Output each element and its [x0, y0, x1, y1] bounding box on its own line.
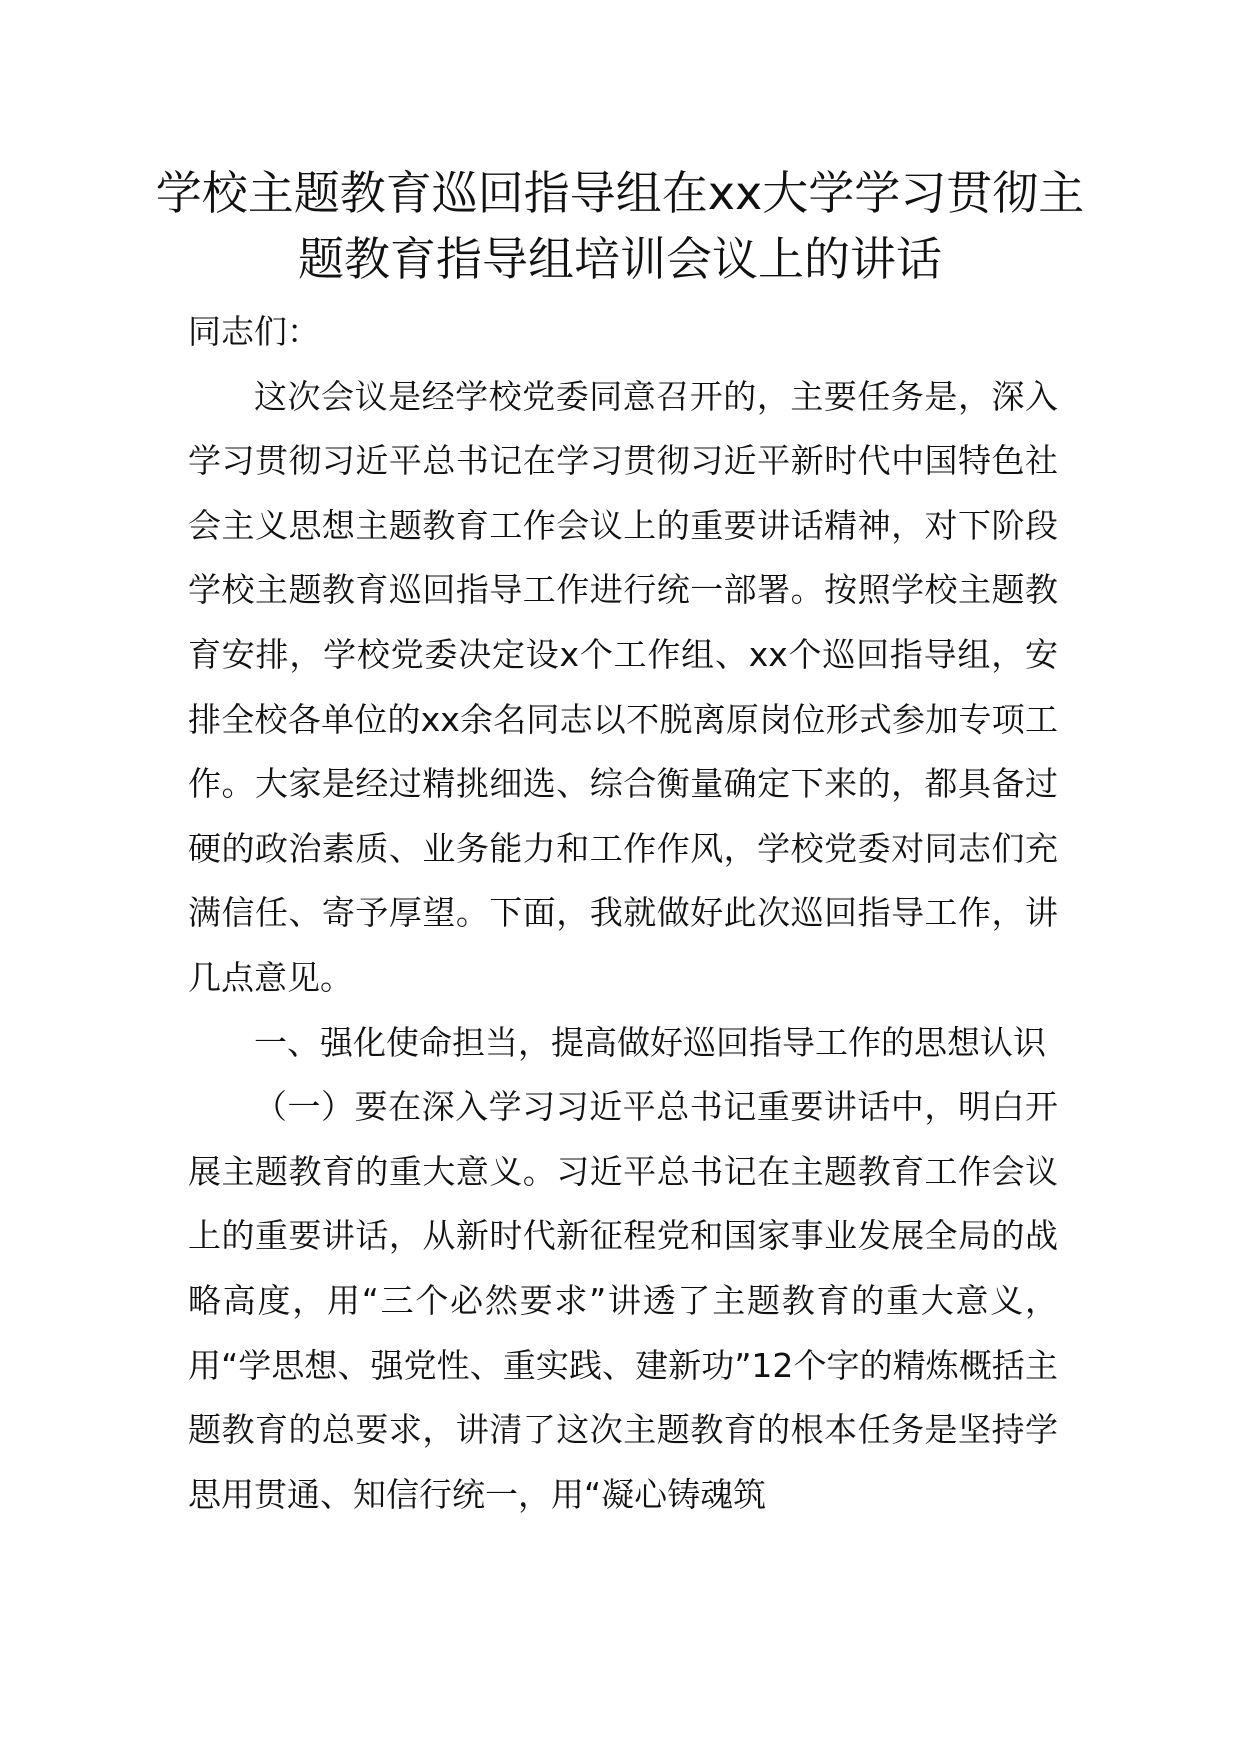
document-body: [188, 300, 1058, 1527]
paragraph-subsection-1: （一）要在深入学习习近平总书记重要讲话中，明白开展主题教育的重大意义。习近平总书记在主题教育工作会议上的重要讲话，从新时代新征程党和国家事业发展全局的战略高度，用“三个必然要求”讲透了主题教育的重大意义，用“学思想、强党性、重实践、建新功”12个字的精炼概括主题教育的总要求，讲清了这次主题教育的根本任务是坚持学思用贯通、知信行统一，用“凝心铸魂筑: [188, 1087, 1058, 1514]
salutation: 同志们：: [188, 312, 320, 351]
document-title: 学校主题教育巡回指导组在xx大学学习贯彻主题教育指导组培训会议上的讲话: [155, 166, 1085, 286]
section-heading-1: 一、强化使命担当，提高做好巡回指导工作的思想认识: [254, 1022, 1046, 1062]
paragraph-intro: 这次会议是经学校党委同意召开的，主要任务是，深入学习贯彻习近平总书记在学习贯彻习近平新时代中国特色社会主义思想主题教育工作会议上的重要讲话精神，对下阶段学校主题教育巡回指导工作进行统一部署。按照学校主题教育安排，学校党委决定设x个工作组、xx个巡回指导组，安排全校各单位的xx余名同志以不脱离原岗位形式参加专项工作。大家是经过精挑细选、综合衡量确定下来的，都具备过硬的政治素质、业务能力和工作作风，学校党委对同志们充满信任、寄予厚望。下面，我就做好此次巡回指导工作，讲几点意见。: [188, 376, 1058, 997]
